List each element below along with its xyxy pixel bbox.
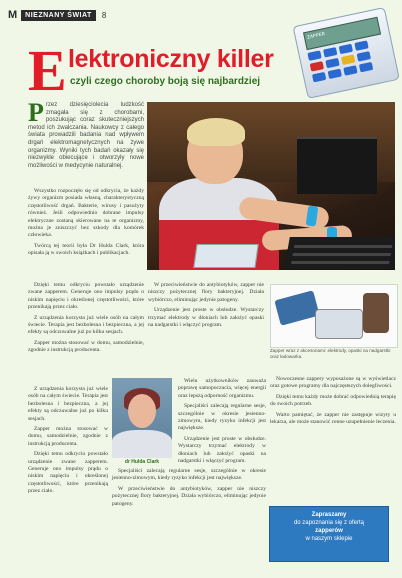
article-subtitle: czyli czego choroby boją się najbardziej [70,76,261,87]
lead-text: rzez dziesięciolecia ludzkość zmagała się z chorobami, poszukując coraz skuteczniejszych metod ich zwalczania. Naukowcy z całego świata prowadzili badania nad wpływem drgań elektromagnetycznych na żywe organizmy. Wyniki tych badań okazały się niezwykle obiecujące i otworzyły nowe możliwości w medycynie naturalnej. [28,102,144,169]
paragraph: Urządzenie jest proste w obsłudze. Wystarczy trzymać elektrody w dłoniach lub założyć opaski na nadgarstki i włączyć program. [178,435,266,465]
portrait-caption: dr Hulda Clark [124,459,160,465]
paragraph: Dzięki temu każdy może dobrać odpowiednią terapię do swoich potrzeb. [270,393,396,408]
zapper-device-icon [285,0,402,108]
paragraph: W przeciwieństwie do antybiotyków, zapper nie niszczy pożytecznej flory bakteryjnej. Działa wybiórczo, eliminując jedynie patogeny. [148,282,264,303]
title-text: lektroniczny killer [68,45,274,73]
main-photo [147,102,395,270]
page-header [8,8,106,22]
paragraph: Warto pamiętać, że zapper nie zastępuje wizyty u lekarza, ale może stanowić cenne uzupełnienie leczenia. [270,411,396,426]
promo-line: zapperów [315,528,343,534]
paragraph: Specjaliści zalecają regularne sesje, szczególnie w okresie jesienno-zimowym, kiedy ryzyko infekcji jest największe. [178,403,266,432]
column-middle-lower [178,378,266,468]
product-caption: Zapper wraz z akcesoriami: elektrody, opaski na nadgarstki oraz ładowarka. [270,348,391,359]
portrait-photo [112,378,172,458]
paragraph: Z urządzenia korzysta już wiele osób na całym świecie. Terapia jest bezbolesna i bezpieczna, a jej efekty są odczuwalne już po kilku sesjach. [28,314,144,336]
promo-box [269,506,389,562]
promo-line: Zapraszamy [311,512,347,518]
paragraph: Dzięki temu odkryciu powstało urządzenie zwane zapperem. Generuje ono impulsy prądu o niskim napięciu i określonej częstotliwości, które przenikają przez ciało. [28,451,108,495]
lead-paragraph [28,98,144,170]
column-middle-bottom [112,468,266,511]
paragraph: Urządzenie jest proste w obsłudze. Wystarczy trzymać elektrody w dłoniach lub założyć opaski na nadgarstki i włączyć program. [148,307,264,329]
paragraph: Wszystko rozpoczęło się od odkrycia, że każdy żywy organizm posiada własną, charakterystyczną częstotliwość drgań. Bakterie, wirusy i pasożyty również. Jeśli odpowiednio dobrane impulsy elektryczne zostaną skierowane na te organizmy, można je zniszczyć bez szkody dla komórek człowieka. [28,188,144,239]
section-label: NIEZNANY ŚWIAT [21,10,96,21]
promo-line: w naszym sklepie [305,536,353,542]
paragraph: Wielu użytkowników zauważa poprawę samopoczucia, więcej energii oraz lepszą odporność organizmu. [178,378,266,399]
column-middle [148,282,264,332]
paragraph: Zapper można stosować w domu, samodzielnie, zgodnie z instrukcją producenta. [28,426,108,447]
magazine-logo: M [8,9,18,21]
paragraph: Nowoczesne zappery wyposażone są w wyświetlacz oraz gotowe programy dla najczęstszych dolegliwości. [270,376,396,390]
column-left [28,188,144,261]
page-number: 8 [101,10,107,20]
paragraph: Twórcą tej teorii była Dr Hulda Clark, która opisała ją w swoich książkach i publikacjach. [28,242,144,257]
drop-cap: P [28,98,44,127]
paragraph: Dzięki temu odkryciu powstało urządzenie zwane zapperem. Generuje ono impulsy prądu o niskim napięciu i określonej częstotliwości, które przenikają przez ciało. [28,282,144,311]
paragraph: W przeciwieństwie do antybiotyków, zapper nie niszczy pożytecznej flory bakteryjnej. Działa wybiórczo, eliminując jedynie patogeny. [112,485,266,507]
column-right [270,376,396,429]
device-screen-text: ZAPPER [306,31,326,41]
product-photo [270,284,398,348]
paragraph: Zapper można stosować w domu, samodzielnie, zgodnie z instrukcją producenta. [28,339,144,354]
title-initial: E [28,38,67,103]
column-left-lower [28,282,144,358]
promo-line: do zapoznania się z ofertą [293,520,365,526]
column-left-bottom [28,386,108,499]
paragraph: Specjaliści zalecają regularne sesje, szczególnie w okresie jesienno-zimowym, kiedy ryzyko infekcji jest największe. [112,468,266,482]
paragraph: Z urządzenia korzysta już wiele osób na całym świecie. Terapia jest bezbolesna i bezpieczna, a jej efekty są odczuwalne już po kilku sesjach. [28,386,108,422]
